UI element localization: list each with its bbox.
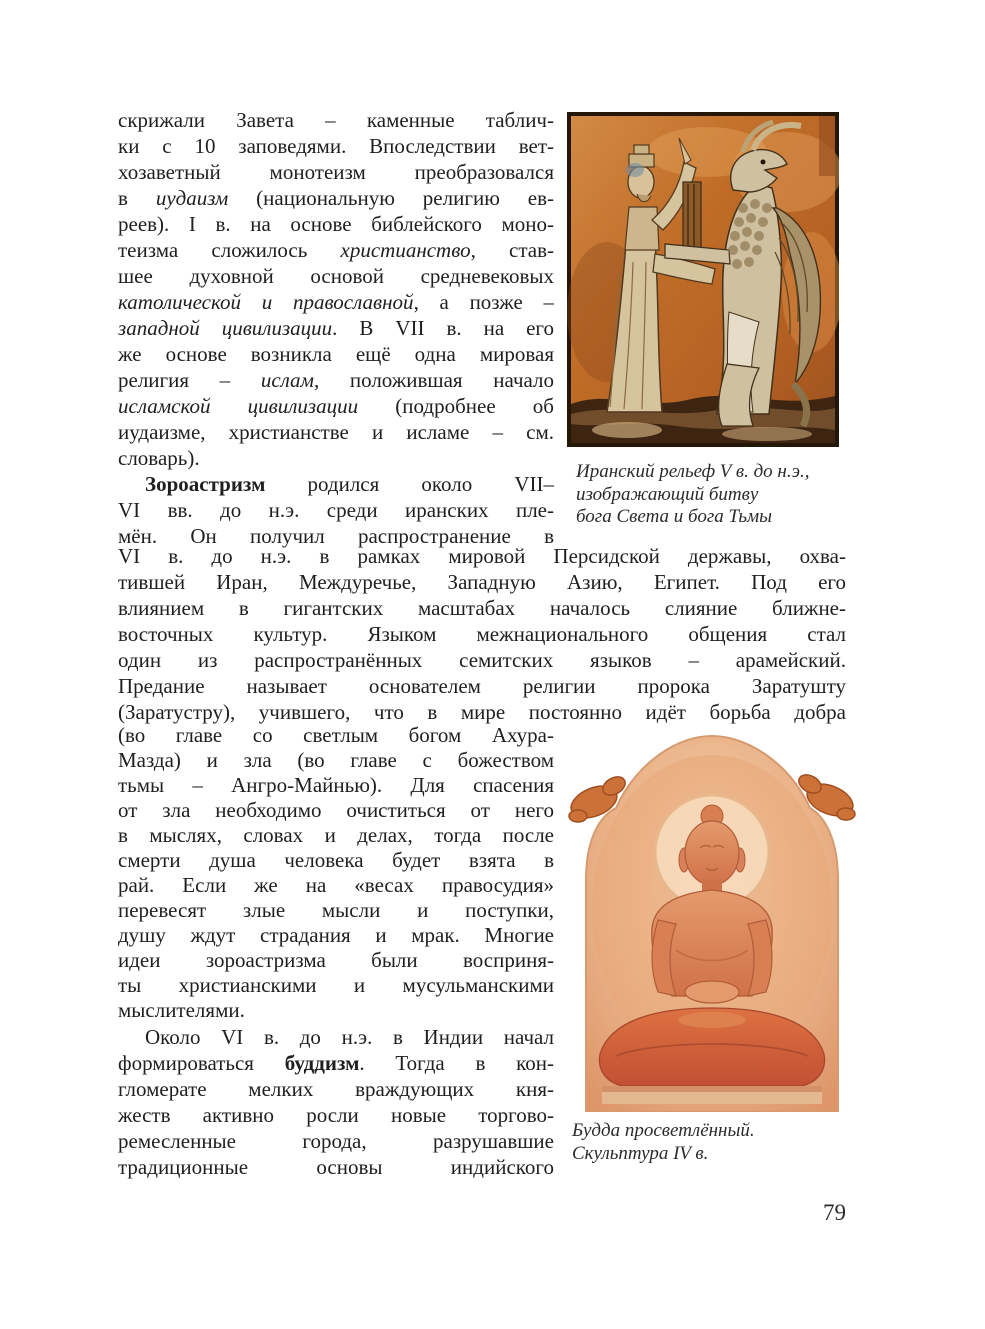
text-line: словарь). [118,446,200,470]
text-line: тившей Иран, Междуречье, Западную Азию, Египет. Под его [118,570,846,594]
caption-line: Иранский рельеф V в. до н.э., [576,461,810,482]
text-line: ремесленные города, разрушавшие [118,1129,554,1153]
figure-caption-buddha [572,1120,872,1165]
caption-line: Будда просветлённый. [572,1120,755,1141]
text-line: реев). I в. на основе библейского моно- [118,212,554,236]
paragraph-zoroastrism-full-width [118,543,846,725]
text-line: восточных культур. Языком межнационального общения стал [118,622,846,646]
text-line: хозаветный монотеизм преобразовался [118,160,554,184]
text-line: скрижали Завета – каменные таблич- [118,108,554,132]
text-line: VI в. до н.э. в рамках мировой Персидской державы, охва- [118,544,846,568]
text-line: в иудаизм (национальную религию ев- [118,186,554,210]
text-line: формироваться буддизм. Тогда в кон- [118,1051,554,1075]
text-line: один из распространённых семитских языков – арамейский. [118,648,846,672]
text-line: (Заратустру), учившего, что в мире постоянно идёт борьба добра [118,700,846,724]
paragraph-monotheism [118,107,554,471]
text-line: идеи зороастризма были восприня- [118,948,554,972]
text-line: ты христианскими и мусульманскими [118,973,554,997]
text-line: жеств активно росли новые торгово- [118,1103,554,1127]
page-number: 79 [823,1200,846,1225]
text-line: от зла необходимо очиститься от него [118,798,554,822]
text-line: в мыслях, словах и делах, тогда после [118,823,554,847]
text-line: VI вв. до н.э. среди иранских пле- [118,498,554,522]
text-line: влиянием в гигантских масштабах началось слияние ближне- [118,596,846,620]
figure-iranian-relief [567,112,839,447]
text-line: ки с 10 заповедями. Впоследствии вет- [118,134,554,158]
text-line: Около VI в. до н.э. в Индии начал [145,1025,554,1049]
text-line: Мазда) и зла (во главе с божеством [118,748,554,772]
paragraph-zoroastrism-end [118,723,554,1023]
paragraph-zoroastrism-start [118,471,554,549]
text-line: же основе возникла ещё одна мировая [118,342,554,366]
text-line: шее духовной основой средневековых [118,264,554,288]
text-line: иудаизме, христианстве и исламе – см. [118,420,554,444]
caption-line: Скульптура IV в. [572,1142,709,1164]
paragraph-buddhism [118,1024,554,1180]
text-line: гломерате мелких враждующих кня- [118,1077,554,1101]
text-line: рай. Если же на «весах правосудия» [118,873,554,897]
text-line: душу ждут страдания и мрак. Многие [118,923,554,947]
figure-buddha-sculpture [556,720,868,1112]
caption-line: изображающий битву [576,483,759,505]
buddha-sculpture-image [556,720,868,1112]
text-line: Предание называет основателем религии пророка Заратушту [118,674,846,698]
text-line: католической и православной, а позже – [118,290,554,314]
caption-line: бога Света и бога Тьмы [576,506,773,527]
text-line: (во главе со светлым богом Ахура- [118,723,554,747]
iranian-relief-image [567,112,839,447]
text-line: мён. Он получил распространение в [118,524,554,548]
text-line: Зороастризм родился около VII– [145,472,554,496]
text-line: мыслителями. [118,998,245,1022]
text-line: тьмы – Ангро-Майнью). Для спасения [118,773,554,797]
text-line: перевесят злые мысли и поступки, [118,898,554,922]
figure-caption-relief [576,461,876,529]
text-line: исламской цивилизации (подробнее об [118,394,554,418]
text-line: религия – ислам, положившая начало [118,368,554,392]
text-line: западной цивилизации. В VII в. на его [118,316,555,340]
text-line: традиционные основы индийского [118,1155,554,1179]
text-line: теизма сложилось христианство, став- [118,238,554,262]
text-line: смерти душа человека будет взята в [118,848,554,872]
